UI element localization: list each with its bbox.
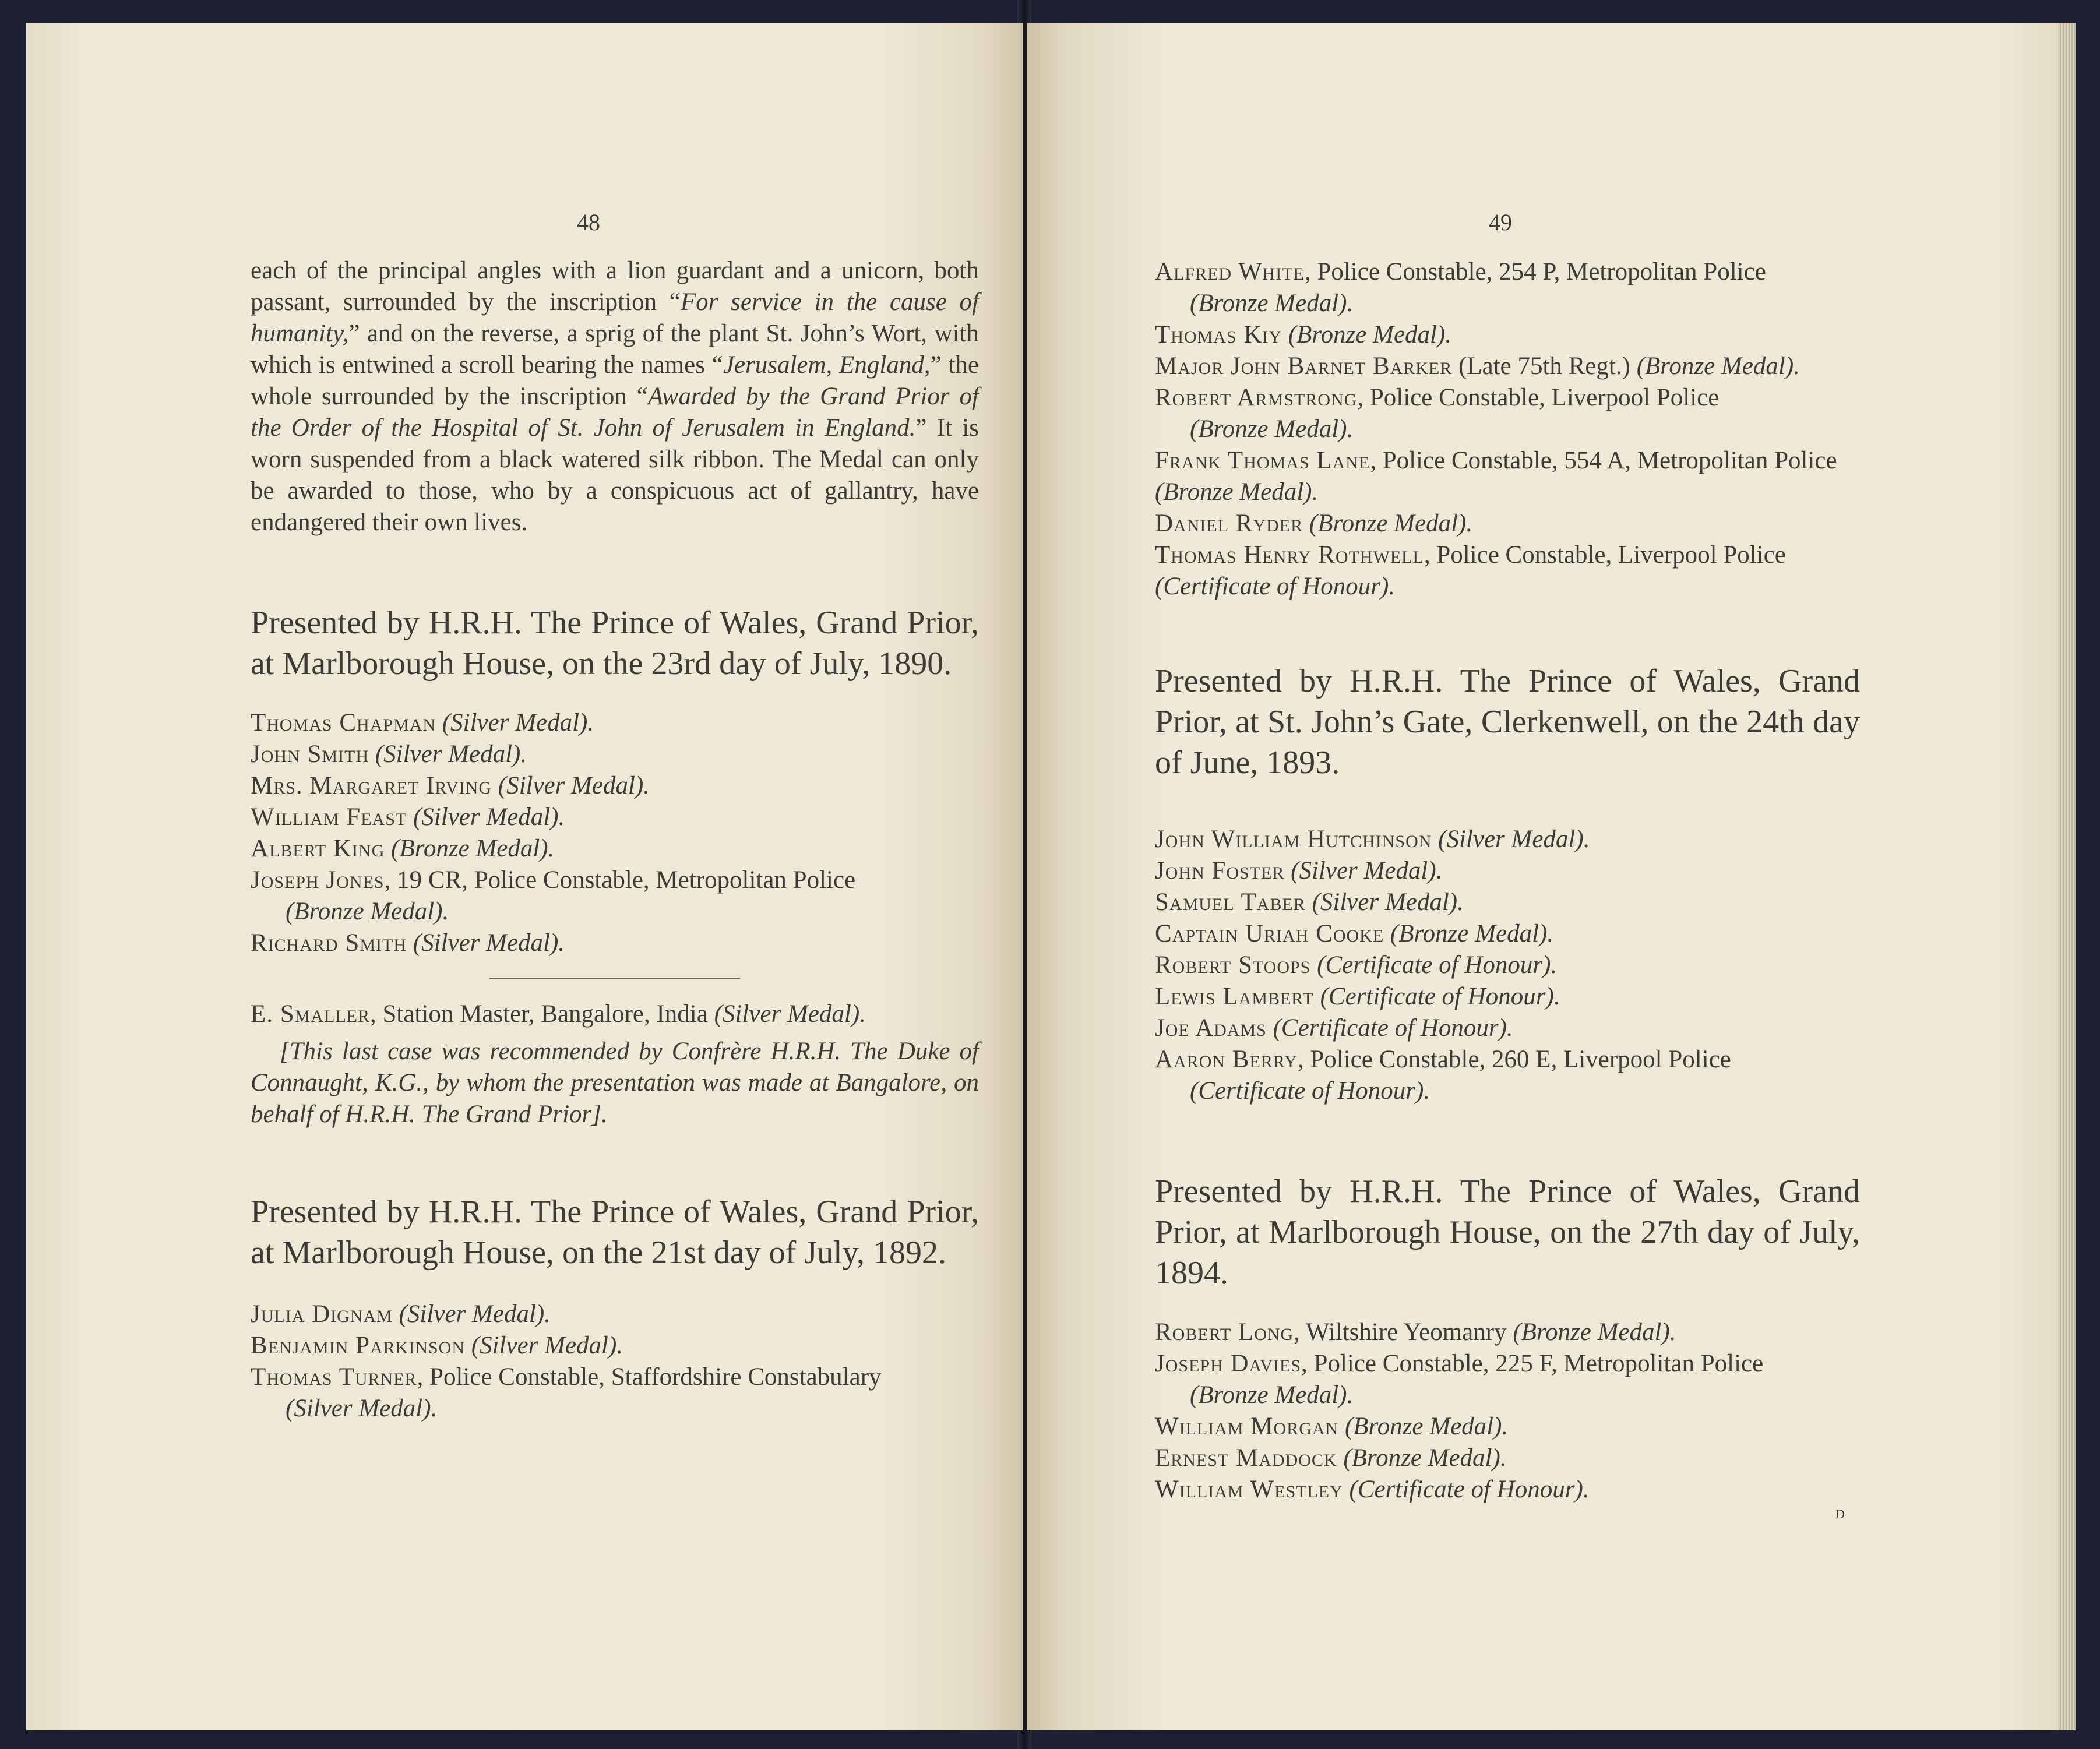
list-item: William Westley (Certificate of Honour). [1155, 1476, 1590, 1503]
footnote: [This last case was recommended by Confrère H.R.H. The Duke of Connaught, K.G., by whom the presentation was made at Bangalore, on behalf of H.R.H. The Grand Prior]. [251, 1038, 979, 1128]
award-list [1155, 824, 1860, 1107]
award-list [1155, 1317, 1860, 1505]
list-item: Mrs. Margaret Irving (Silver Medal). [251, 772, 650, 799]
award-list [251, 707, 979, 959]
award-list [251, 1299, 979, 1424]
list-item: Captain Uriah Cooke (Bronze Medal). [1155, 920, 1554, 947]
list-item: Thomas Turner, Police Constable, Staffordshire Constabulary (Silver Medal). [251, 1363, 882, 1422]
list-item: Major John Barnet Barker (Late 75th Regt.) (Bronze Medal). [1155, 352, 1800, 380]
list-item: William Morgan (Bronze Medal). [1155, 1413, 1509, 1440]
medal-description: each of the principal angles with a lion guardant and a unicorn, both passant, surrounded by the inscription “For service in the cause of humanity,” and on the reverse, a sprig of the plant St. John’s Wort, with which is entwined a scroll bearing the names “Jerusalem, England,” the whole surrounded by the inscription “Awarded by the Grand Prior of the Order of the Hospital of St. John of Jerusalem in England.” It is worn suspended from a black watered silk ribbon. The Medal can only be awarded to those, who by a conspicuous act of gallantry, have endangered their own lives. [251, 257, 979, 536]
list-item: Thomas Kiy (Bronze Medal). [1155, 321, 1452, 348]
divider [489, 978, 740, 979]
list-item: John William Hutchinson (Silver Medal). [1155, 826, 1590, 853]
section-heading: Presented by H.R.H. The Prince of Wales, Grand Prior, at Marlborough House, on the 23rd day of July, 1890. [251, 605, 979, 682]
list-item: Lewis Lambert (Certificate of Honour). [1155, 983, 1560, 1010]
right-page-body [1155, 256, 1860, 1505]
left-page-body [251, 255, 979, 1424]
signature-mark: D [1835, 1507, 1845, 1521]
list-item: Joseph Davies, Police Constable, 225 F, Metropolitan Police (Bronze Medal). [1155, 1350, 1764, 1409]
list-item: Joseph Jones, 19 CR, Police Constable, Metropolitan Police (Bronze Medal). [251, 866, 856, 925]
list-item: Robert Stoops (Certificate of Honour). [1155, 951, 1558, 979]
award-list [1155, 256, 1860, 602]
list-item: Alfred White, Police Constable, 254 P, Metropolitan Police (Bronze Medal). [1155, 258, 1766, 317]
list-item: Benjamin Parkinson (Silver Medal). [251, 1332, 623, 1359]
list-item: Robert Armstrong, Police Constable, Liverpool Police (Bronze Medal). [1155, 384, 1720, 443]
list-item: Albert King (Bronze Medal). [251, 835, 555, 862]
list-item: Thomas Chapman (Silver Medal). [251, 709, 594, 736]
list-item: Julia Dignam (Silver Medal). [251, 1300, 551, 1328]
list-item: John Smith (Silver Medal). [251, 740, 527, 768]
list-item: Frank Thomas Lane, Police Constable, 554 A, Metropolitan Police (Bronze Medal). [1155, 447, 1837, 506]
list-item: Thomas Henry Rothwell, Police Constable, Liverpool Police (Certificate of Honour). [1155, 541, 1786, 600]
page-number: 49 [1489, 209, 1512, 235]
right-page [1027, 23, 2058, 1730]
list-item: Samuel Taber (Silver Medal). [1155, 888, 1464, 916]
list-item: William Feast (Silver Medal). [251, 803, 565, 831]
list-item: Robert Long, Wiltshire Yeomanry (Bronze Medal). [1155, 1318, 1676, 1346]
list-item: Daniel Ryder (Bronze Medal). [1155, 510, 1473, 537]
section-heading: Presented by H.R.H. The Prince of Wales, Grand Prior, at Marlborough House, on the 21st day of July, 1892. [251, 1194, 979, 1271]
list-item: John Foster (Silver Medal). [1155, 857, 1443, 884]
section-heading: Presented by H.R.H. The Prince of Wales, Grand Prior, at St. John’s Gate, Clerkenwell, on the 24th day of June, 1893. [1155, 663, 1860, 781]
left-page [26, 23, 1023, 1730]
list-item: Richard Smith (Silver Medal). [251, 929, 565, 957]
page-number: 48 [577, 209, 600, 235]
list-item: Aaron Berry, Police Constable, 260 E, Liverpool Police (Certificate of Honour). [1155, 1046, 1731, 1105]
list-item: Ernest Maddock (Bronze Medal). [1155, 1444, 1507, 1472]
section-heading: Presented by H.R.H. The Prince of Wales, Grand Prior, at Marlborough House, on the 27th day of July, 1894. [1155, 1173, 1860, 1291]
page-edges [2058, 23, 2076, 1730]
list-item: Joe Adams (Certificate of Honour). [1155, 1014, 1513, 1042]
list-item: E. Smaller, Station Master, Bangalore, India (Silver Medal). [251, 1000, 866, 1028]
